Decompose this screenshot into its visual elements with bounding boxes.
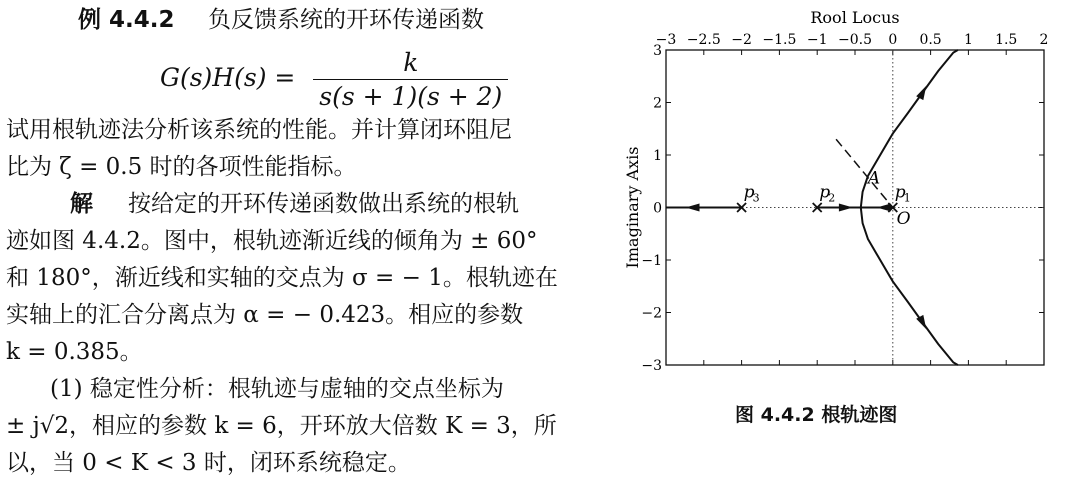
y-tick-label: 2 <box>653 95 662 112</box>
text-line-11: ± j√2，相应的参数 k = 6，开环放大倍数 K = 3，所 <box>6 413 557 439</box>
locus-arrow-p1 <box>877 204 891 212</box>
text-line-6: 迹如图 4.4.2。图中，根轨迹渐近线的倾角为 ± 60° <box>6 228 538 254</box>
locus-arrow-p3 <box>686 204 700 212</box>
pole-label: p <box>894 182 906 203</box>
problem-statement: 负反馈系统的开环传递函数 <box>208 7 484 33</box>
text-line-7: 和 180°，渐近线和实轴的交点为 σ = − 1。根轨迹在 <box>6 265 558 291</box>
pole-label: p <box>743 182 755 203</box>
text-line-9: k = 0.385。 <box>6 339 143 365</box>
root-locus-figure <box>618 0 1058 392</box>
text-line-5: 按给定的开环传递函数做出系统的根轨 <box>128 191 519 217</box>
formula-denominator: s(s + 1)(s + 2) <box>313 79 508 111</box>
text-line-10: (1) 稳定性分析：根轨迹与虚轴的交点坐标为 <box>50 376 504 402</box>
x-tick-label: −1.5 <box>762 32 797 48</box>
x-tick-label: 0 <box>888 32 898 48</box>
transfer-function-formula <box>160 48 508 111</box>
pole-label: p <box>819 182 831 203</box>
formula-numerator: k <box>403 48 419 77</box>
text-line-4: 比为 ζ = 0.5 时的各项性能指标。 <box>6 154 357 180</box>
pole-label-subscript: 3 <box>752 191 760 205</box>
text-line-12: 以，当 0 < K < 3 时，闭环系统稳定。 <box>6 450 411 476</box>
chart-title: Rool Locus <box>810 8 900 27</box>
solution-label: 解 <box>70 191 93 217</box>
x-tick-label: 0.5 <box>919 32 942 48</box>
x-tick-label: −1 <box>806 32 828 48</box>
x-tick-label: −0.5 <box>838 32 872 48</box>
y-tick-label: 0 <box>653 200 662 217</box>
y-axis-label: Imaginary Axis <box>623 146 642 269</box>
text-line-3: 试用根轨迹法分析该系统的性能。并计算闭环阻尼 <box>6 117 512 143</box>
figure-caption: 图 4.4.2 根轨迹图 <box>735 404 898 426</box>
x-tick-label: 1 <box>963 32 973 48</box>
x-tick-label: 1.5 <box>995 32 1018 48</box>
annotation-A: A <box>867 168 881 189</box>
y-tick-label: 1 <box>653 148 662 164</box>
formula-fraction <box>313 48 508 111</box>
x-tick-label: 2 <box>1039 32 1049 48</box>
formula-lhs: G(s)H(s) = <box>160 63 296 92</box>
example-label: 例 4.4.2 <box>78 7 175 33</box>
annotation-O: O <box>896 209 911 229</box>
pole-label-subscript: 1 <box>903 191 911 205</box>
y-tick-label: 3 <box>653 43 662 59</box>
pole-label-subscript: 2 <box>828 191 836 205</box>
y-tick-label: −1 <box>641 253 662 269</box>
x-tick-label: −3 <box>655 32 677 48</box>
y-tick-label: −3 <box>641 358 662 374</box>
x-tick-label: −2 <box>731 32 752 48</box>
locus-arrow-p2 <box>839 204 853 212</box>
text-line-8: 实轴上的汇合分离点为 α = − 0.423。相应的参数 <box>6 302 524 328</box>
y-tick-label: −2 <box>641 305 662 322</box>
x-tick-label: −2.5 <box>686 32 721 48</box>
locus-branch-2 <box>861 208 958 366</box>
